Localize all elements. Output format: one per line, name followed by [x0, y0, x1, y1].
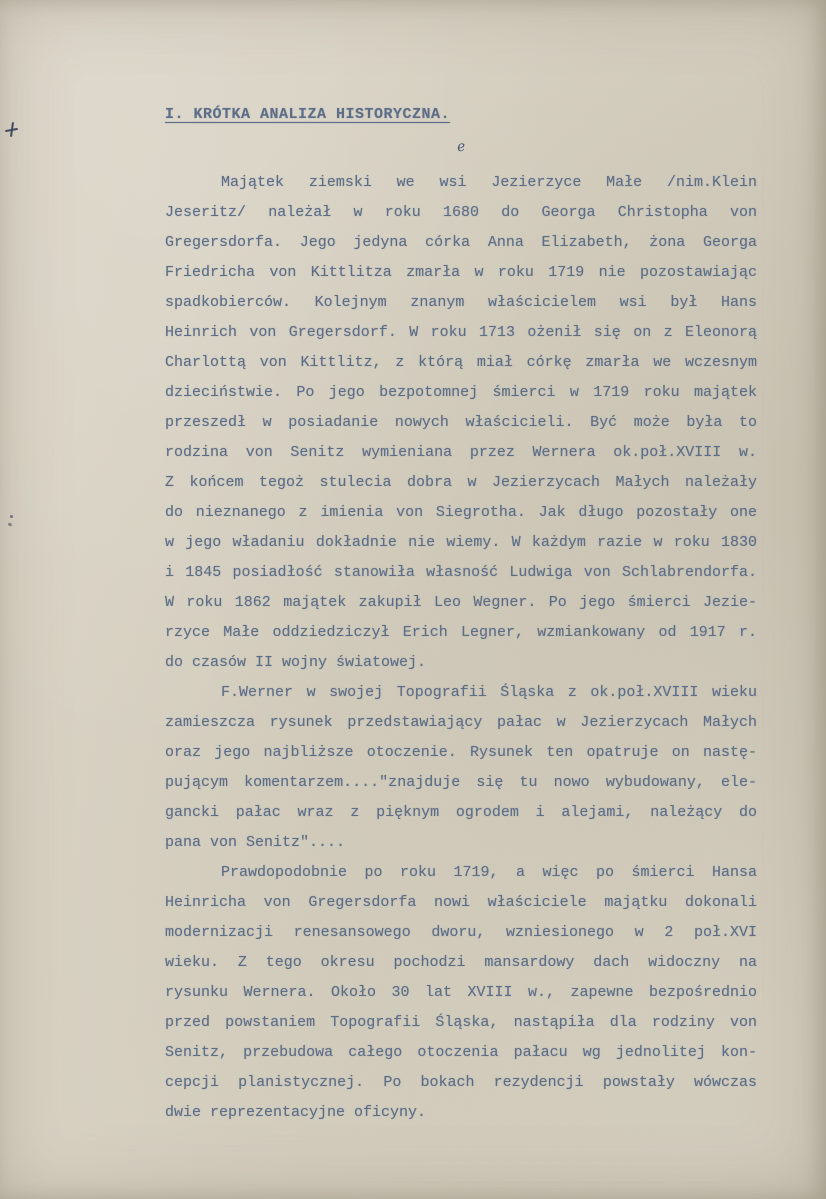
text-line: Z końcem tegoż stulecia dobra w Jezierzycach Małych należały: [165, 474, 757, 491]
text-line: modernizacji renesansowego dworu, wzniesionego w 2 poł.XVI: [165, 924, 757, 941]
text-line: Heinrich von Gregersdorf. W roku 1713 ożenił się on z Eleonorą: [165, 324, 757, 341]
text-line: Majątek ziemski we wsi Jezierzyce Małe /nim.Klein: [221, 174, 757, 191]
text-line: Senitz, przebudowa całego otoczenia pałacu wg jednolitej kon-: [165, 1044, 757, 1061]
paragraph-rebuilding: [165, 858, 757, 1128]
paragraph-werner-topography: [165, 678, 757, 858]
text-line: F.Werner w swojej Topografii Śląska z ok.poł.XVIII wieku: [221, 684, 757, 701]
text-line: pującym komentarzem...."znajduje się tu nowo wybudowany, ele-: [165, 774, 757, 791]
text-line: i 1845 posiadłość stanowiła własność Ludwiga von Schlabrendorfa.: [165, 564, 757, 581]
text-line: Charlottą von Kittlitz, z którą miał córkę zmarła we wczesnym: [165, 354, 757, 371]
text-line: cepcji planistycznej. Po bokach rezydencji powstały wówczas: [165, 1074, 757, 1091]
text-line: przeszedł w posiadanie nowych właścicieli. Być może była to: [165, 414, 757, 431]
text-line: wieku. Z tego okresu pochodzi mansardowy dach widoczny na: [165, 954, 757, 971]
text-line: dwie reprezentacyjne oficyny.: [165, 1104, 427, 1121]
handwritten-annotation: e: [455, 138, 467, 156]
text-line: oraz jego najbliższe otoczenie. Rysunek ten opatruje on nastę-: [165, 744, 757, 761]
text-line: do czasów II wojny światowej.: [165, 654, 427, 671]
text-line: pana von Senitz"....: [165, 834, 346, 851]
text-line: Heinricha von Gregersdorfa nowi właściciele majątku dokonali: [165, 894, 757, 911]
text-column: [165, 100, 757, 1128]
text-line: przed powstaniem Topografii Śląska, nastąpiła dla rodziny von: [165, 1014, 757, 1031]
text-line: Gregersdorfa. Jego jedyna córka Anna Elizabeth, żona Georga: [165, 234, 757, 251]
text-line: rzyce Małe oddziedziczył Erich Legner, wzmiankowany od 1917 r.: [165, 624, 757, 641]
text-line: Friedricha von Kittlitza zmarła w roku 1719 nie pozostawiając: [165, 264, 757, 281]
section-heading: I. KRÓTKA ANALIZA HISTORYCZNA.: [165, 106, 451, 123]
text-line: dzieciństwie. Po jego bezpotomnej śmierci w 1719 roku majątek: [165, 384, 757, 401]
text-line: Prawdopodobnie po roku 1719, a więc po śmierci Hansa: [221, 864, 757, 881]
text-line: spadkobierców. Kolejnym znanym właścicielem wsi był Hans: [165, 294, 757, 311]
ink-dots-icon: [8, 515, 16, 527]
text-line: Jeseritz/ należał w roku 1680 do Georga Christopha von: [165, 204, 757, 221]
text-line: rodzina von Senitz wymieniana przez Wernera ok.poł.XVIII w.: [165, 444, 757, 461]
text-line: rysunku Wernera. Około 30 lat XVIII w., zapewne bezpośrednio: [165, 984, 757, 1001]
text-line: zamieszcza rysunek przedstawiający pałac w Jezierzycach Małych: [165, 714, 757, 731]
text-line: do nieznanego z imienia von Siegrotha. Jak długo pozostały one: [165, 504, 757, 521]
text-line: W roku 1862 majątek zakupił Leo Wegner. Po jego śmierci Jezie-: [165, 594, 757, 611]
text-line: w jego władaniu dokładnie nie wiemy. W każdym razie w roku 1830: [165, 534, 757, 551]
ink-smudge-icon: [5, 122, 18, 137]
paragraph-history: [165, 168, 757, 678]
text-line: gancki pałac wraz z pięknym ogrodem i alejami, należący do: [165, 804, 757, 821]
